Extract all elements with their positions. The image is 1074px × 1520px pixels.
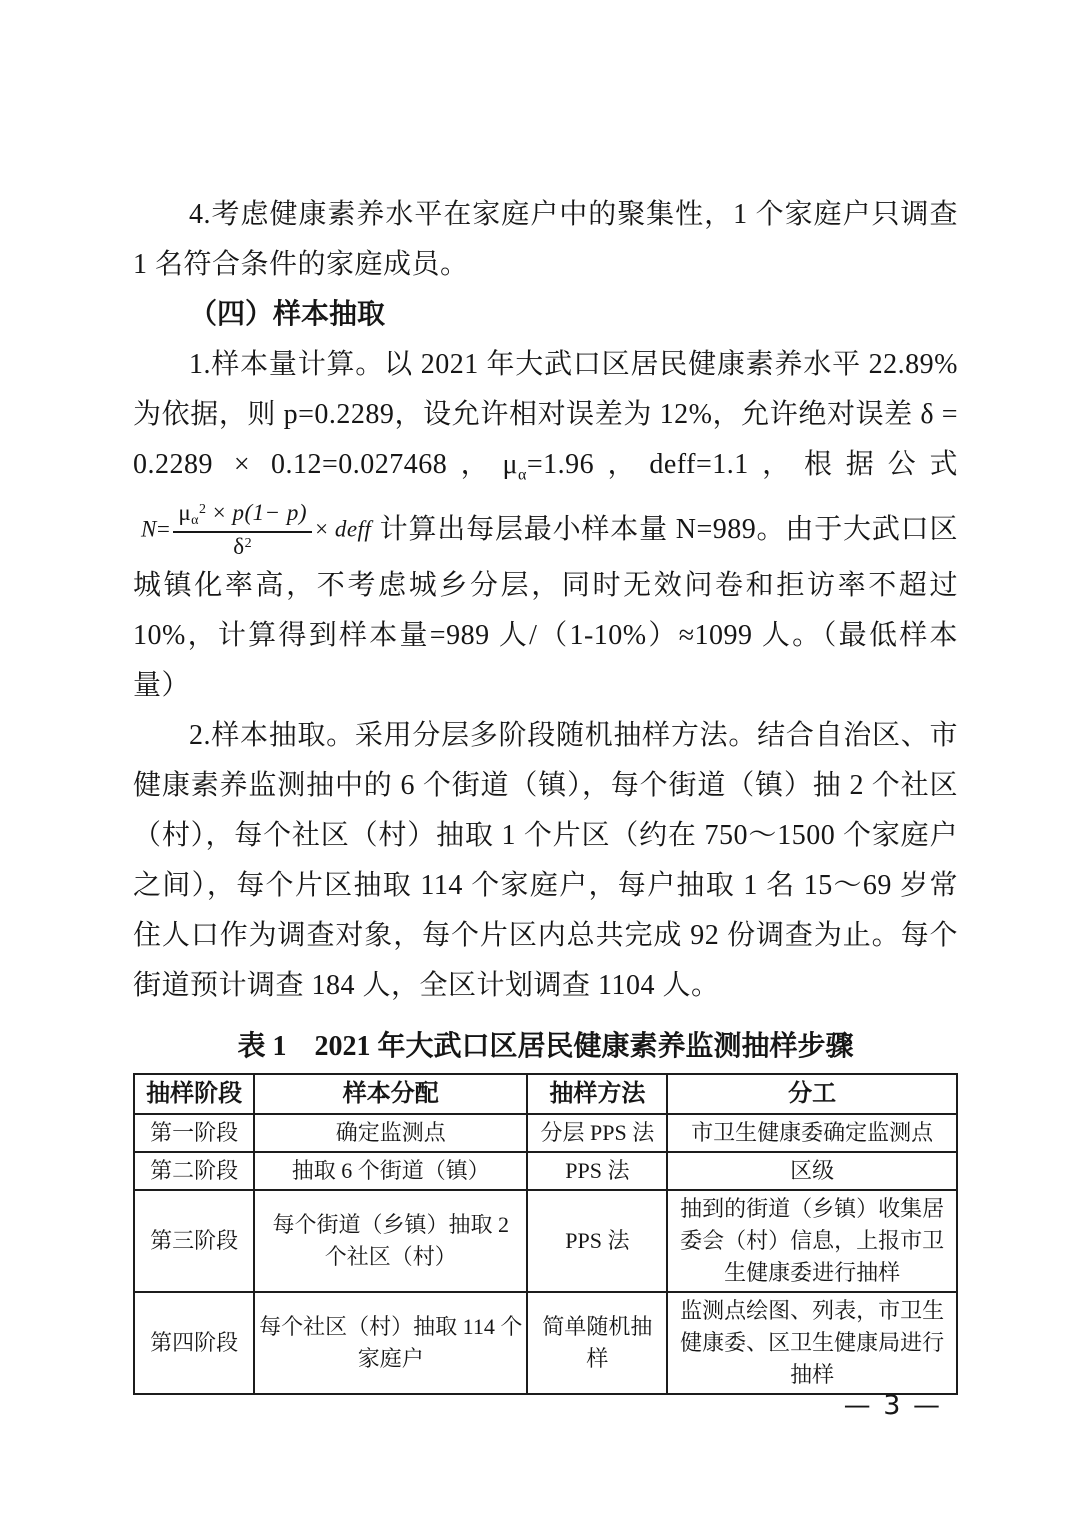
- table-row-stage-3: [134, 1190, 957, 1292]
- table-cell: 第一阶段: [134, 1114, 254, 1152]
- formula-denominator: [173, 533, 312, 559]
- table-cell: 第四阶段: [134, 1292, 254, 1394]
- formula-mu: μ: [178, 499, 192, 525]
- header-sample-allocation: 样本分配: [254, 1074, 527, 1114]
- document-content: [133, 190, 958, 1395]
- formula-deff: deff: [334, 516, 372, 542]
- table-cell: PPS 法: [527, 1190, 667, 1292]
- mu-subscript-alpha: α: [518, 466, 527, 484]
- para2-segment-3: 计算出每层最小样本量 N=989。由于大武口区城镇化率高，不考虑城乡分层，同时无效问卷和拒访率不超过 10%，计算得到样本量=989 人/（1-10%）≈1099 人。（最低样本量）: [133, 513, 958, 702]
- formula-delta: δ: [233, 534, 245, 560]
- formula-p-term: p(1− p): [232, 499, 308, 525]
- section-heading-sample-extraction: （四）样本抽取: [189, 299, 386, 330]
- sampling-steps-table: [133, 1073, 958, 1395]
- table-row-stage-2: [134, 1152, 957, 1190]
- table-cell: 市卫生健康委确定监测点: [667, 1114, 957, 1152]
- paragraph-sampling-method: [133, 711, 958, 1011]
- para2-segment-2: =1.96，deff=1.1，根据公式: [526, 449, 958, 480]
- formula-mu-sub: α: [191, 512, 200, 528]
- table-cell: 区级: [667, 1152, 957, 1190]
- formula-numerator: [173, 499, 312, 534]
- formula-times-1: ×: [212, 499, 227, 525]
- table-cell: 抽取 6 个街道（镇）: [254, 1152, 527, 1190]
- table-cell: 每个社区（村）抽取 114 个家庭户: [254, 1292, 527, 1394]
- header-sampling-stage: 抽样阶段: [134, 1074, 254, 1114]
- table-row-stage-1: [134, 1114, 957, 1152]
- header-division-of-work: 分工: [667, 1074, 957, 1114]
- table-cell: 监测点绘图、列表，市卫生健康委、区卫生健康局进行抽样: [667, 1292, 957, 1394]
- table-cell: PPS 法: [527, 1152, 667, 1190]
- table-cell: 分层 PPS 法: [527, 1114, 667, 1152]
- table-cell: 抽到的街道（乡镇）收集居委会（村）信息，上报市卫生健康委进行抽样: [667, 1190, 957, 1292]
- formula-fraction: [173, 499, 312, 560]
- paragraph-household-cluster: [133, 190, 958, 290]
- header-sampling-method: 抽样方法: [527, 1074, 667, 1114]
- para2-segment-1: 1.样本量计算。以 2021 年大武口区居民健康素养水平 22.89%为依据，则 p=0.2289，设允许相对误差为 12%，允许绝对误差 δ = 0.2289 × 0.12=0.027468，μ: [133, 349, 958, 480]
- paragraph-text: 2.样本抽取。采用分层多阶段随机抽样方法。结合自治区、市健康素养监测抽中的 6 个街道（镇），每个街道（镇）抽 2 个社区（村），每个社区（村）抽取 1 个片区（约在 750～1500 个家庭户之间），每个片区抽取 114 个家庭户，每户抽取 1 名 15～69 岁常住人口作为调查对象，每个片区内总共完成 92 份调查为止。每个街道预计调查 184 人，全区计划调查 1104 人。: [133, 720, 958, 1002]
- table-row-stage-4: [134, 1292, 957, 1394]
- formula-delta-sup: 2: [244, 536, 253, 552]
- table-header-row: [134, 1074, 957, 1114]
- paragraph-text: 4.考虑健康素养水平在家庭户中的聚集性，1 个家庭户只调查 1 名符合条件的家庭成员。: [133, 199, 958, 280]
- formula-n: N: [141, 516, 157, 542]
- sample-size-formula: [141, 501, 371, 562]
- table-cell: 简单随机抽样: [527, 1292, 667, 1394]
- table-title: 表 1 2021 年大武口区居民健康素养监测抽样步骤: [237, 1031, 854, 1063]
- table-cell: 每个街道（乡镇）抽取 2 个社区（村）: [254, 1190, 527, 1292]
- table-cell: 第三阶段: [134, 1190, 254, 1292]
- paragraph-sample-size-calc: [133, 340, 958, 711]
- formula-mu-sup: 2: [199, 501, 207, 517]
- formula-times-2: ×: [315, 516, 329, 542]
- formula-equals: =: [156, 516, 171, 542]
- table-cell: 第二阶段: [134, 1152, 254, 1190]
- table-cell: 确定监测点: [254, 1114, 527, 1152]
- page-number: — 3 —: [843, 1390, 942, 1421]
